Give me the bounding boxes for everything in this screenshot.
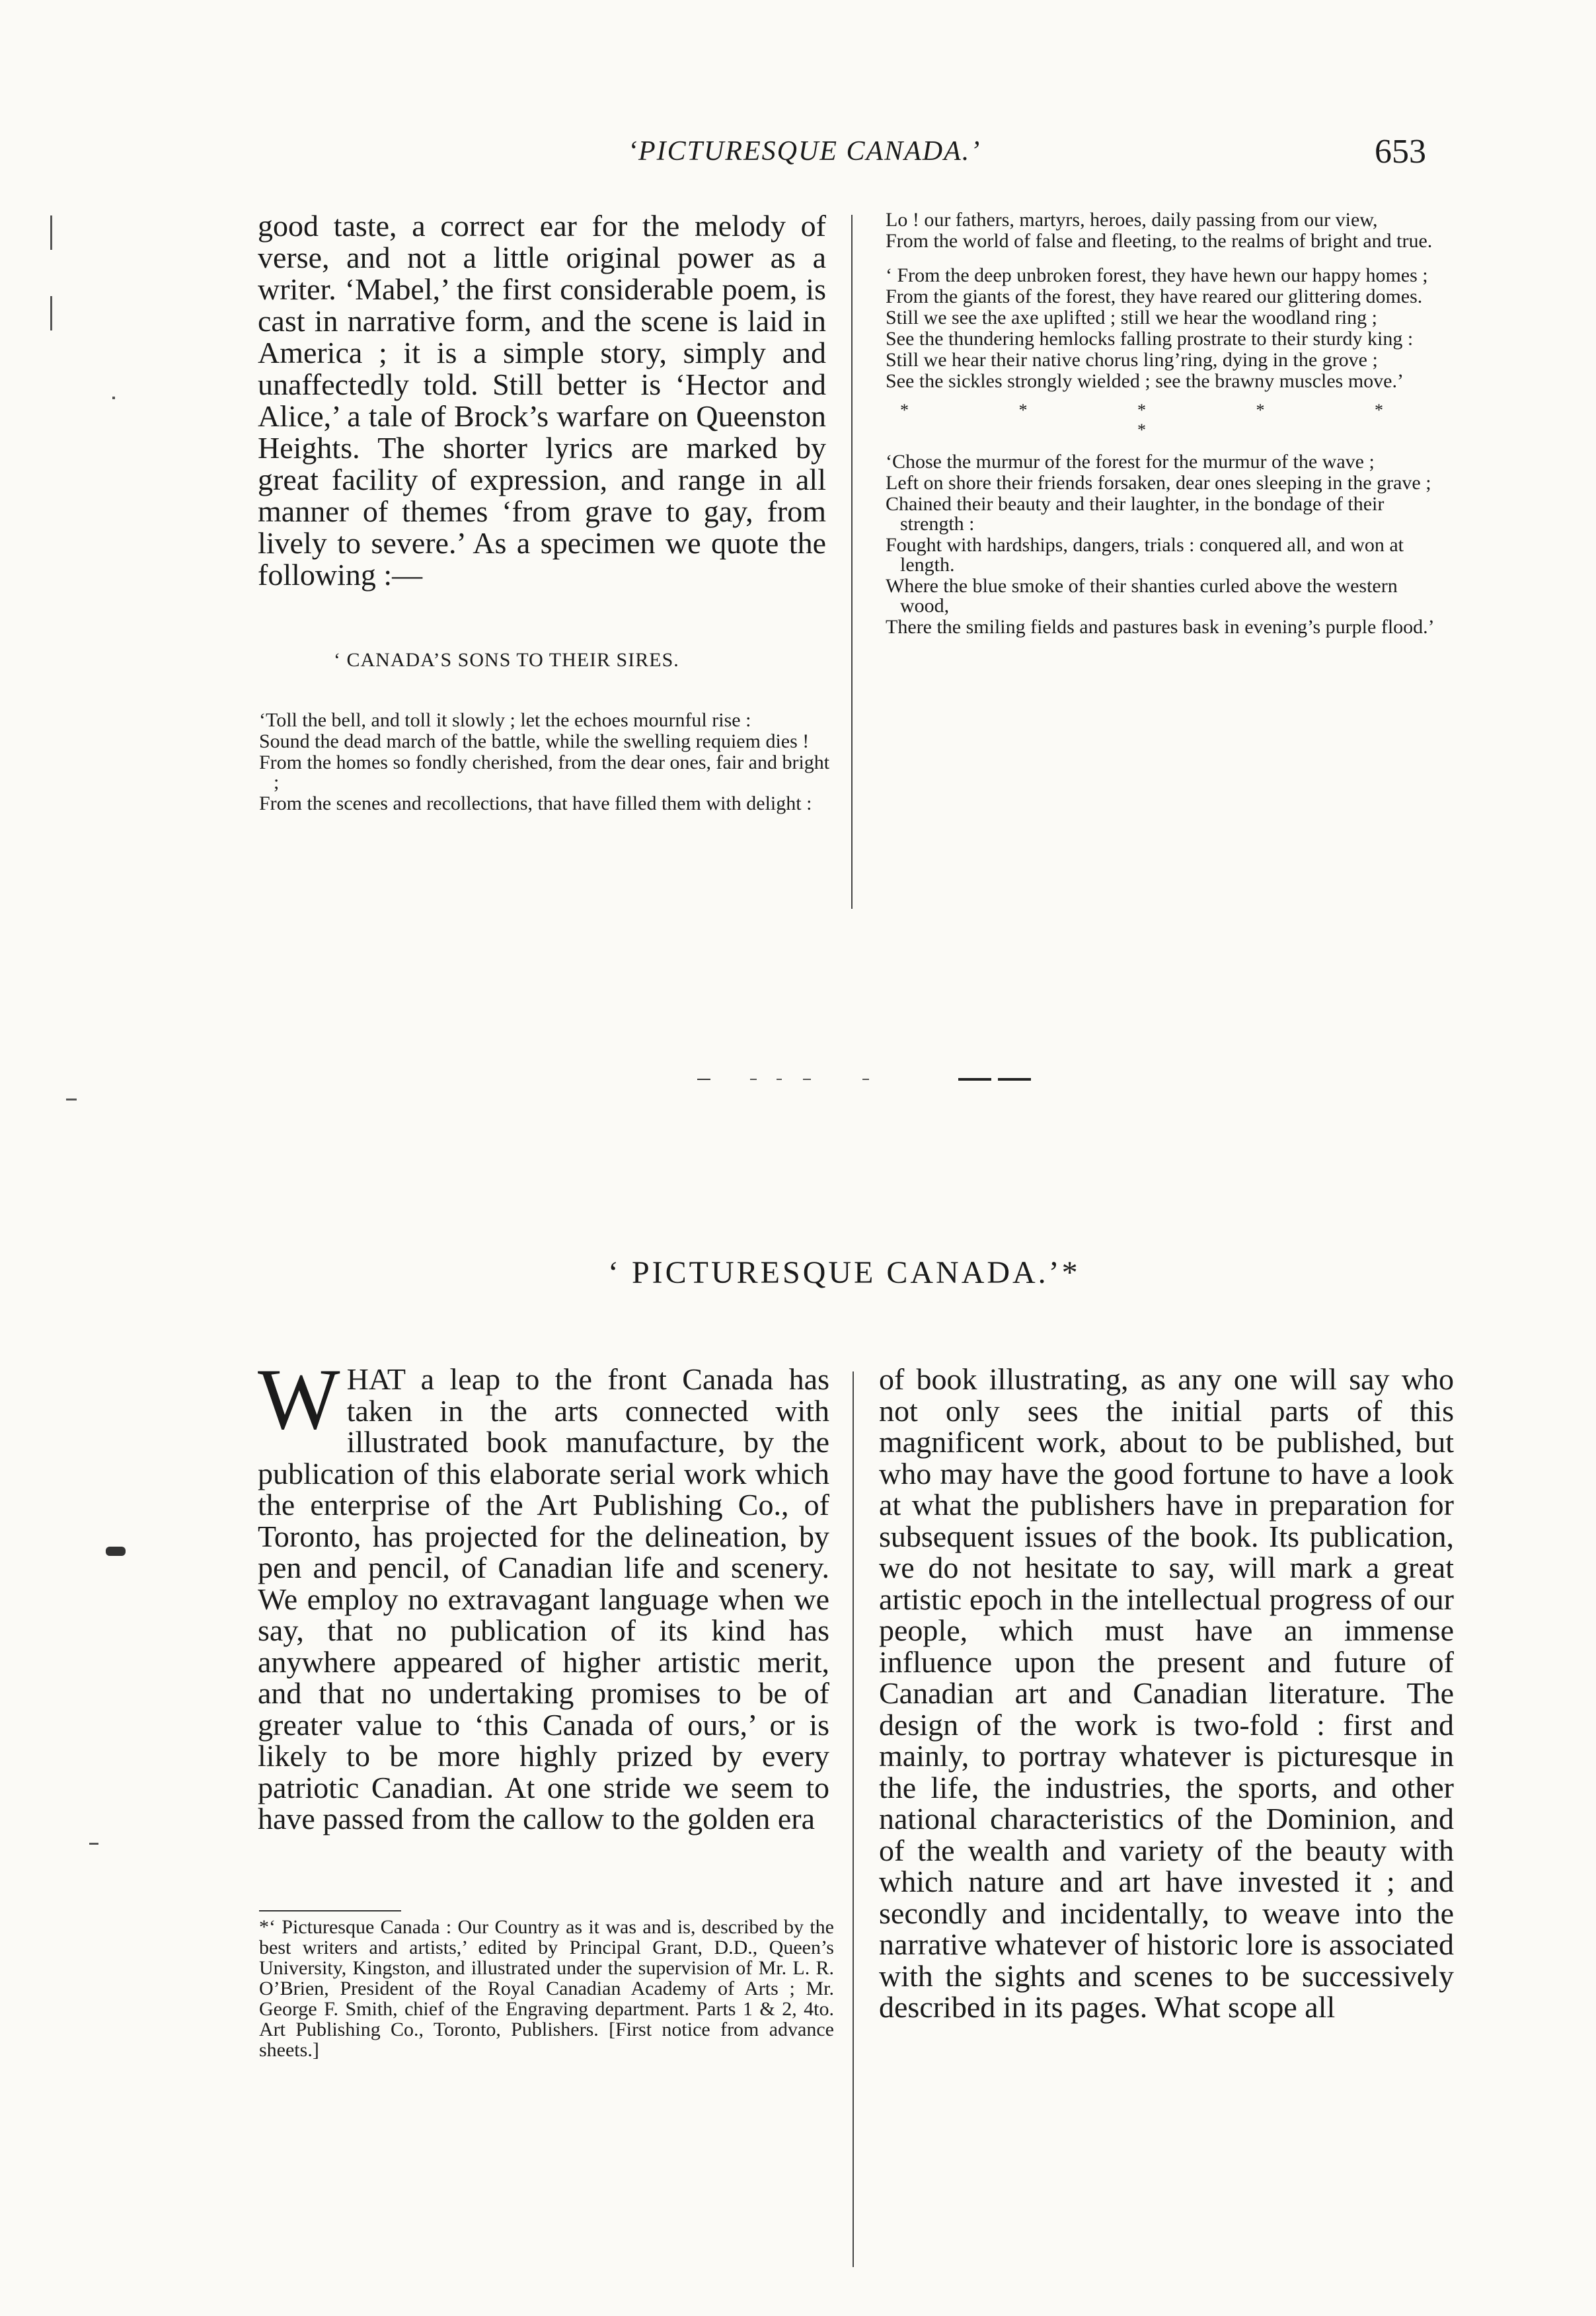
- poem-stanza: [886, 266, 1451, 391]
- poem-line: From the world of false and fleeting, to the realms of bright and true.: [886, 230, 1433, 252]
- poem-left-column: [259, 711, 834, 828]
- page-number: 653: [1375, 133, 1426, 171]
- margin-mark: [89, 1843, 98, 1845]
- margin-mark: [112, 397, 115, 399]
- poem-line: ‘Toll the bell, and toll it slowly ; let the echoes mournful rise :: [259, 709, 751, 731]
- article-right-column: [879, 1364, 1454, 2023]
- footnote: *‘ Picturesque Canada : Our Country as it was and is, described by the best writers and artists,’ edited by Principal Grant, D.D., Queen’s University, Kingston, and illustrated under the supervision of Mr. L. R. O’Brien, President of the Royal Canadian Academy of Arts ; Mr. George F. Smith, chief of the Engraving department. Parts 1 & 2, 4to. Art Publishing Co., Toronto, Publishers. [First notice from advance sheets.]: [259, 1916, 834, 2061]
- poem-line: Left on shore their friends forsaken, dear ones sleeping in the grave ;: [886, 472, 1431, 494]
- poem-stanza: [886, 210, 1451, 251]
- section-divider: [697, 1077, 1041, 1081]
- poem-line: There the smiling fields and pastures bask in evening’s purple flood.’: [886, 616, 1435, 638]
- poem-line: Where the blue smoke of their shanties curled above the western wood,: [886, 575, 1398, 617]
- footnote-rule: [259, 1910, 401, 1911]
- poem-line: See the thundering hemlocks falling prostrate to their sturdy king :: [886, 328, 1414, 350]
- poem-line: Still we see the axe uplifted ; still we hear the woodland ring ;: [886, 307, 1377, 328]
- poem-stanza: [259, 711, 834, 814]
- poem-line: Fought with hardships, dangers, trials : conquered all, and won at length.: [886, 534, 1404, 576]
- article-right-text: of book illustrating, as any one will say who not only sees the initial parts of this magnificent work, about to be published, but who may have the good fortune to have a look at what the publishers have in preparation for subsequent issues of the book. Its publication, we do not hesitate to say, will mark a great artistic epoch in the intellectual progress of our people, which must have an immense influence upon the present and future of Canadian art and Canadian literature. The design of the work is two-fold : first and mainly, to portray whatever is picturesque in the life, the industries, the sports, and other national characteristics of the Dominion, and of the wealth and variety of the beauty with which nature and art have invested it ; and secondly and incidentally, to weave into the narrative whatever of historic lore is associated with the sights and scenes to be successively described in its pages. What scope all: [879, 1362, 1454, 2024]
- margin-mark: [106, 1547, 126, 1556]
- poem-line: Lo ! our fathers, martyrs, heroes, daily passing from our view,: [886, 209, 1378, 231]
- poem-line: Still we hear their native chorus ling’ring, dying in the grove ;: [886, 349, 1378, 371]
- review-paragraph: [258, 210, 826, 591]
- poem-line: From the homes so fondly cherished, from the dear ones, fair and bright ;: [259, 752, 830, 793]
- margin-mark: [50, 215, 52, 250]
- article-title: ‘ PICTURESQUE CANADA.’*: [608, 1255, 1081, 1290]
- running-title: ‘PICTURESQUE CANADA.’: [628, 136, 981, 167]
- poem-line: ‘Chose the murmur of the forest for the murmur of the wave ;: [886, 451, 1375, 473]
- poem-right-column: [886, 210, 1451, 652]
- margin-mark: [50, 296, 52, 330]
- poem-line: ‘ From the deep unbroken forest, they have hewn our happy homes ;: [886, 264, 1428, 286]
- poem-line: From the giants of the forest, they have reared our glittering domes.: [886, 286, 1423, 307]
- poem-line: See the sickles strongly wielded ; see the brawny muscles move.’: [886, 370, 1404, 392]
- poem-heading: ‘ CANADA’S SONS TO THEIR SIRES.: [334, 649, 679, 671]
- poem-line: From the scenes and recollections, that have filled them with delight :: [259, 792, 812, 814]
- poem-stanza: [886, 452, 1451, 637]
- poem-line: Chained their beauty and their laughter, in the bondage of their strength :: [886, 493, 1385, 535]
- column-rule: [851, 215, 853, 909]
- column-rule: [853, 1371, 854, 2267]
- drop-cap: W: [258, 1350, 340, 1448]
- review-paragraph-text: good taste, a correct ear for the melody of verse, and not a little original power as a writer. ‘Mabel,’ the first considerable poem, is cast in narrative form, and the scene is laid in America ; it is a simple story, simply and unaffectedly told. Still better is ‘Hector and Alice,’ a tale of Brock’s warfare on Queenston Heights. The shorter lyrics are marked by great facility of expression, and range in all manner of themes ‘from grave to gay, from lively to severe.’ As a specimen we quote the following :—: [258, 209, 826, 592]
- margin-mark: [66, 1099, 77, 1100]
- poem-line: Sound the dead march of the battle, while the swelling requiem dies !: [259, 730, 810, 752]
- asterism-divider: * * * * * *: [900, 401, 1436, 440]
- article-left-column: [258, 1350, 829, 1835]
- article-left-text: HAT a leap to the front Canada has taken in the arts connected with illustrated book manufacture, by the publication of this elaborate serial work which the enterprise of the Art Publishing Co., of Toronto, has projected for the delineation, by pen and pencil, of Canadian life and scenery. We employ no extravagant language when we say, that no publication of its kind has anywhere appeared of higher artistic merit, and that no undertaking promises to be of greater value to ‘this Canada of ours,’ or is likely to be more highly prized by every patriotic Canadian. At one stride we seem to have passed from the callow to the golden era: [258, 1362, 829, 1835]
